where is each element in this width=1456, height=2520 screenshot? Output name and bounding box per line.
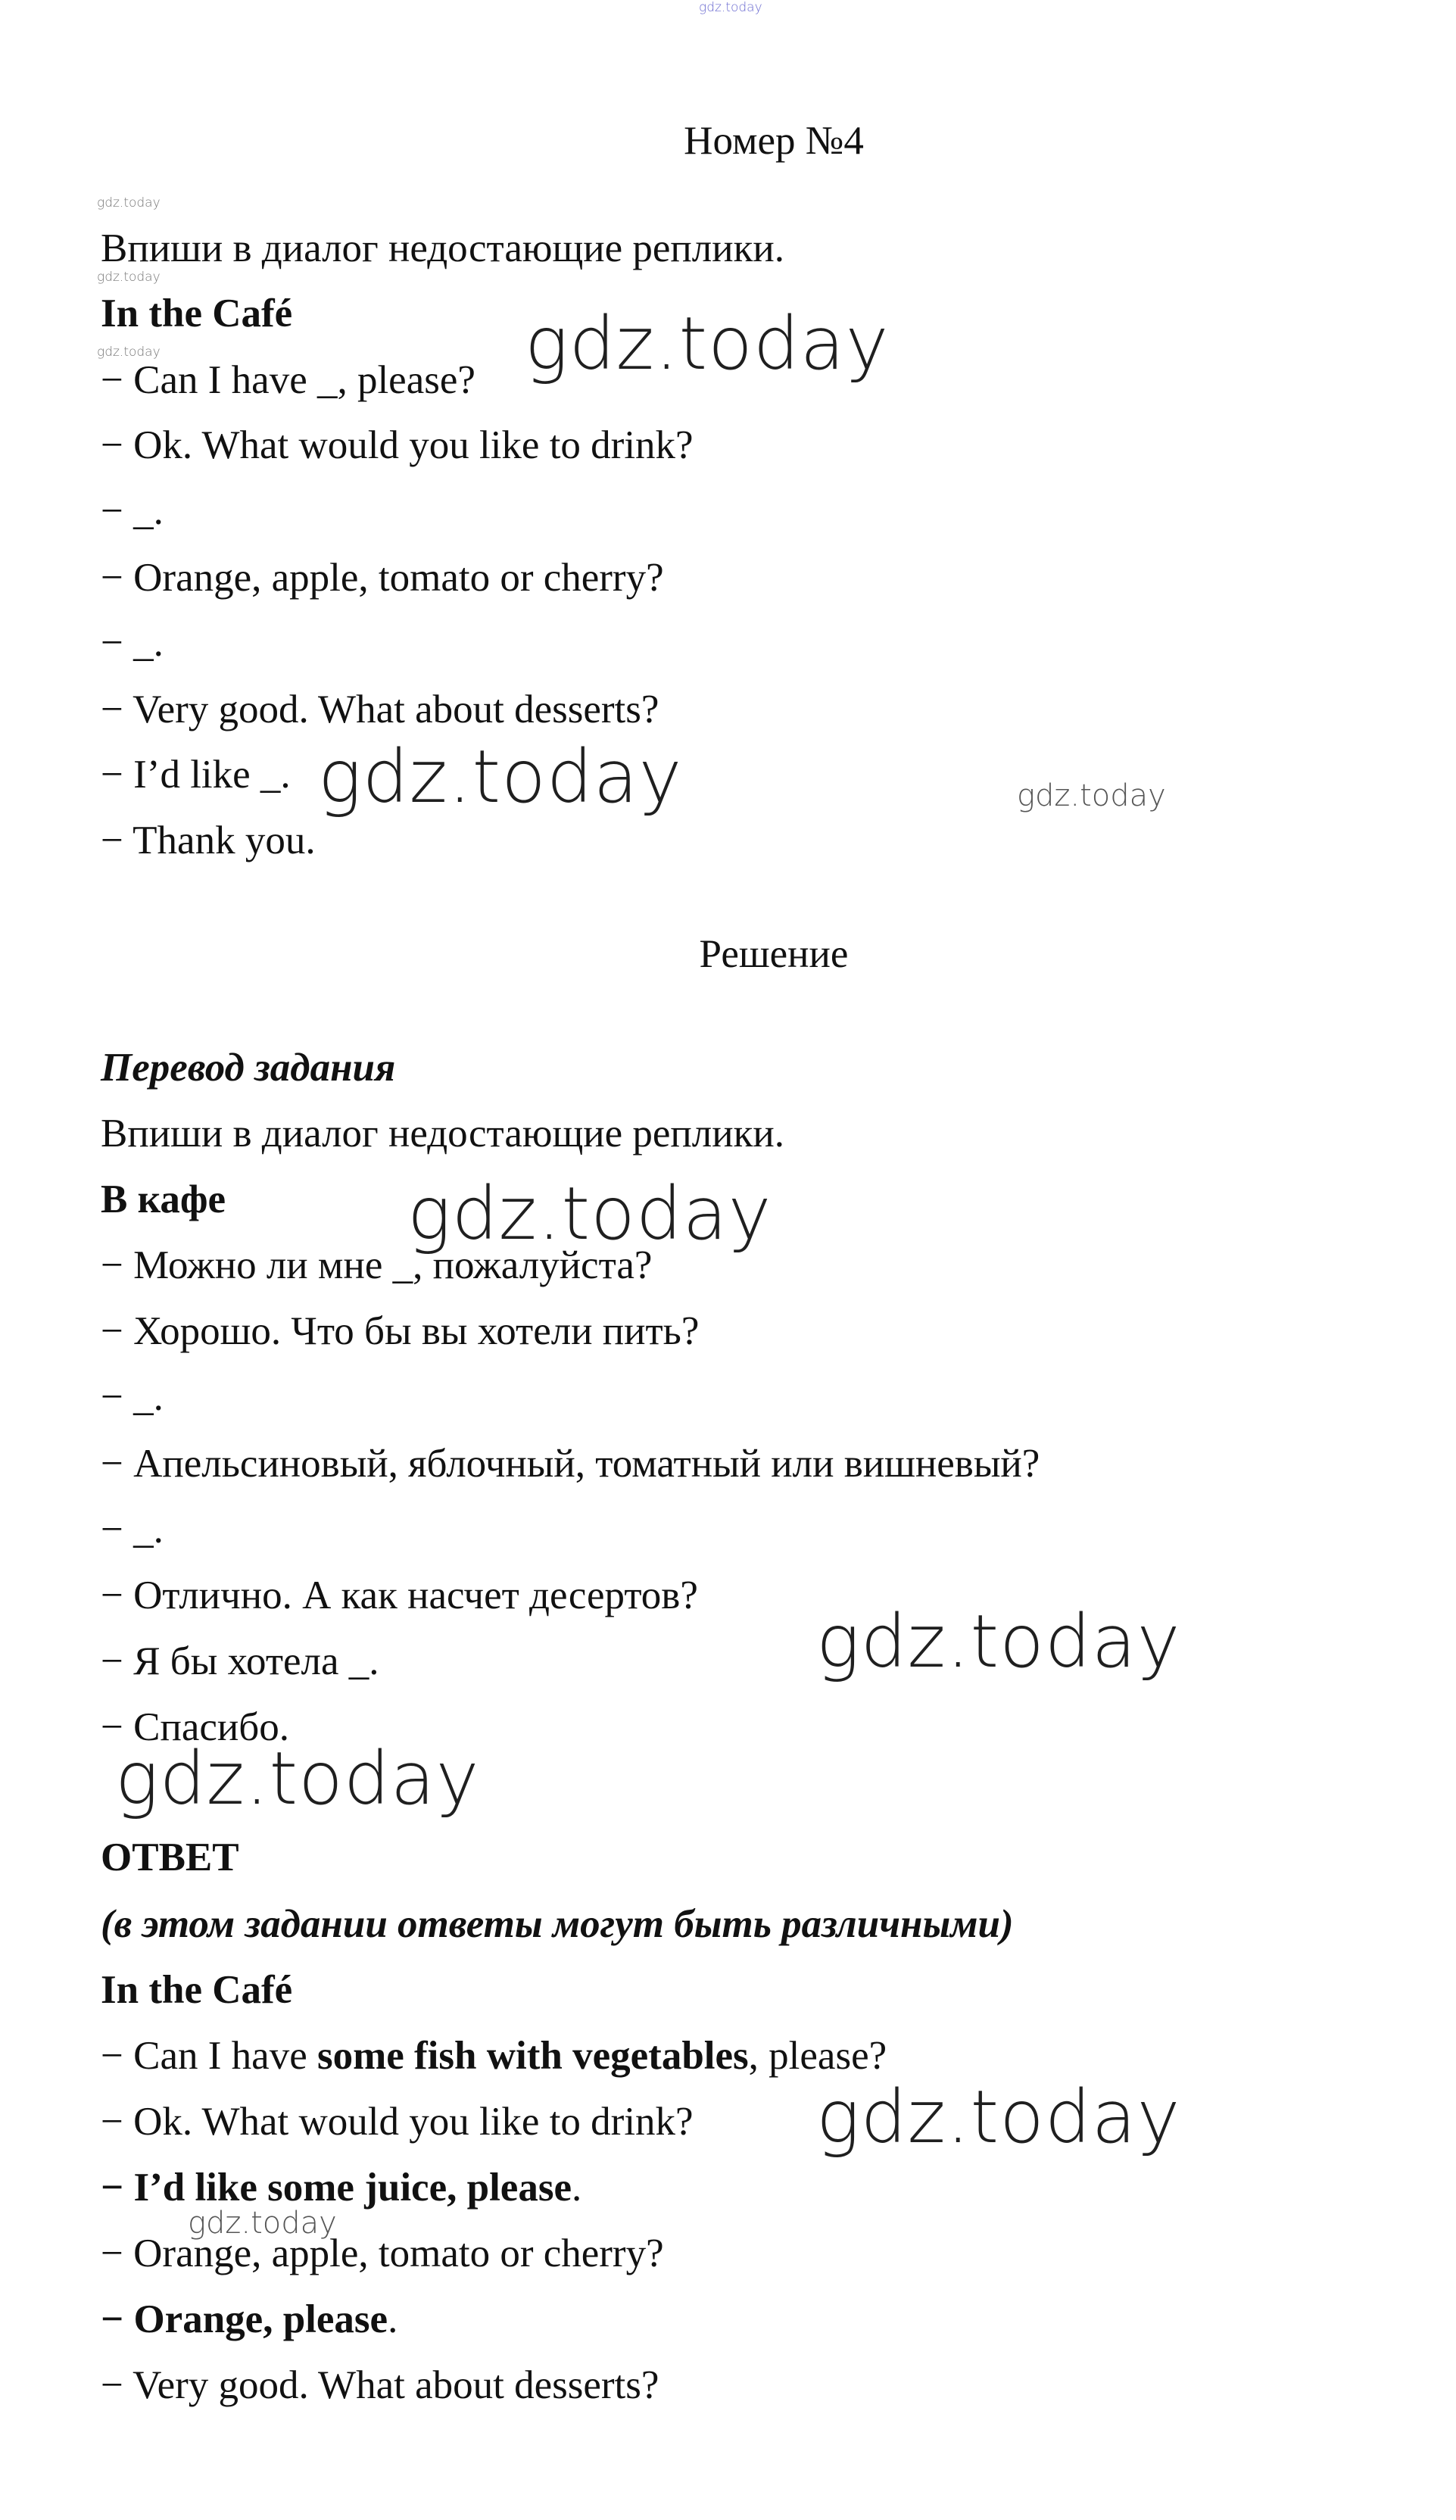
watermark-large: gdz.today [816, 1599, 1181, 1684]
task-number-title: Номер №4 [684, 119, 864, 163]
translation-line: − Хорошо. Что бы вы хотели пить? [101, 1309, 700, 1353]
translation-dialog-title: В кафе [101, 1177, 226, 1221]
answer-line: − Orange, please. [101, 2297, 398, 2341]
task-line: − _. [101, 489, 164, 533]
task-line: − Can I have _, please? [101, 358, 475, 402]
watermark-medium: gdz.today [1017, 778, 1166, 813]
task-instruction: Впиши в диалог недостающие реплики. [101, 226, 784, 270]
translation-line: − Отлично. А как насчет десертов? [101, 1573, 698, 1617]
task-dialog-title: In the Café [101, 292, 293, 335]
watermark-large: gdz.today [115, 1736, 480, 1821]
translation-line: − Можно ли мне _, пожалуйста? [101, 1243, 653, 1287]
task-line: − I’d like _. [101, 753, 291, 797]
translation-heading: Перевод задания [101, 1046, 396, 1090]
answer-heading: ОТВЕТ [101, 1835, 239, 1879]
answer-line: − Ok. What would you like to drink? [101, 2100, 694, 2144]
translation-line: − _. [101, 1508, 164, 1552]
task-line: − Thank you. [101, 819, 316, 862]
watermark-large: gdz.today [816, 2075, 1181, 2160]
translation-instruction: Впиши в диалог недостающие реплики. [101, 1112, 784, 1156]
translation-line: − Я бы хотела _. [101, 1639, 379, 1683]
watermark-small: gdz.today [97, 195, 161, 211]
translation-line: − Спасибо. [101, 1705, 289, 1749]
watermark-top: gdz.today [699, 0, 762, 15]
task-line: − Orange, apple, tomato or cherry? [101, 556, 664, 600]
task-line: − Ok. What would you like to drink? [101, 423, 694, 467]
watermark-large: gdz.today [525, 301, 890, 386]
watermark-small: gdz.today [97, 270, 161, 285]
answer-dialog-title: In the Café [101, 1968, 293, 2012]
watermark-large: gdz.today [407, 1171, 772, 1256]
answer-line: − Orange, apple, tomato or cherry? [101, 2232, 664, 2275]
answer-line: − I’d like some juice, please. [101, 2166, 582, 2210]
task-line: − Very good. What about desserts? [101, 688, 659, 731]
task-line: − _. [101, 621, 164, 665]
translation-line: − _. [101, 1375, 164, 1419]
solution-heading: Решение [699, 932, 849, 976]
watermark-small: gdz.today [97, 345, 161, 360]
answer-note: (в этом задании ответы могут быть различными) [101, 1902, 1014, 1946]
watermark-large: gdz.today [318, 734, 683, 819]
answer-line: − Very good. What about desserts? [101, 2363, 659, 2407]
translation-line: − Апельсиновый, яблочный, томатный или вишневый? [101, 1442, 1040, 1486]
watermark-medium: gdz.today [188, 2206, 337, 2241]
answer-line: − Can I have some fish with vegetables, please? [101, 2034, 887, 2078]
